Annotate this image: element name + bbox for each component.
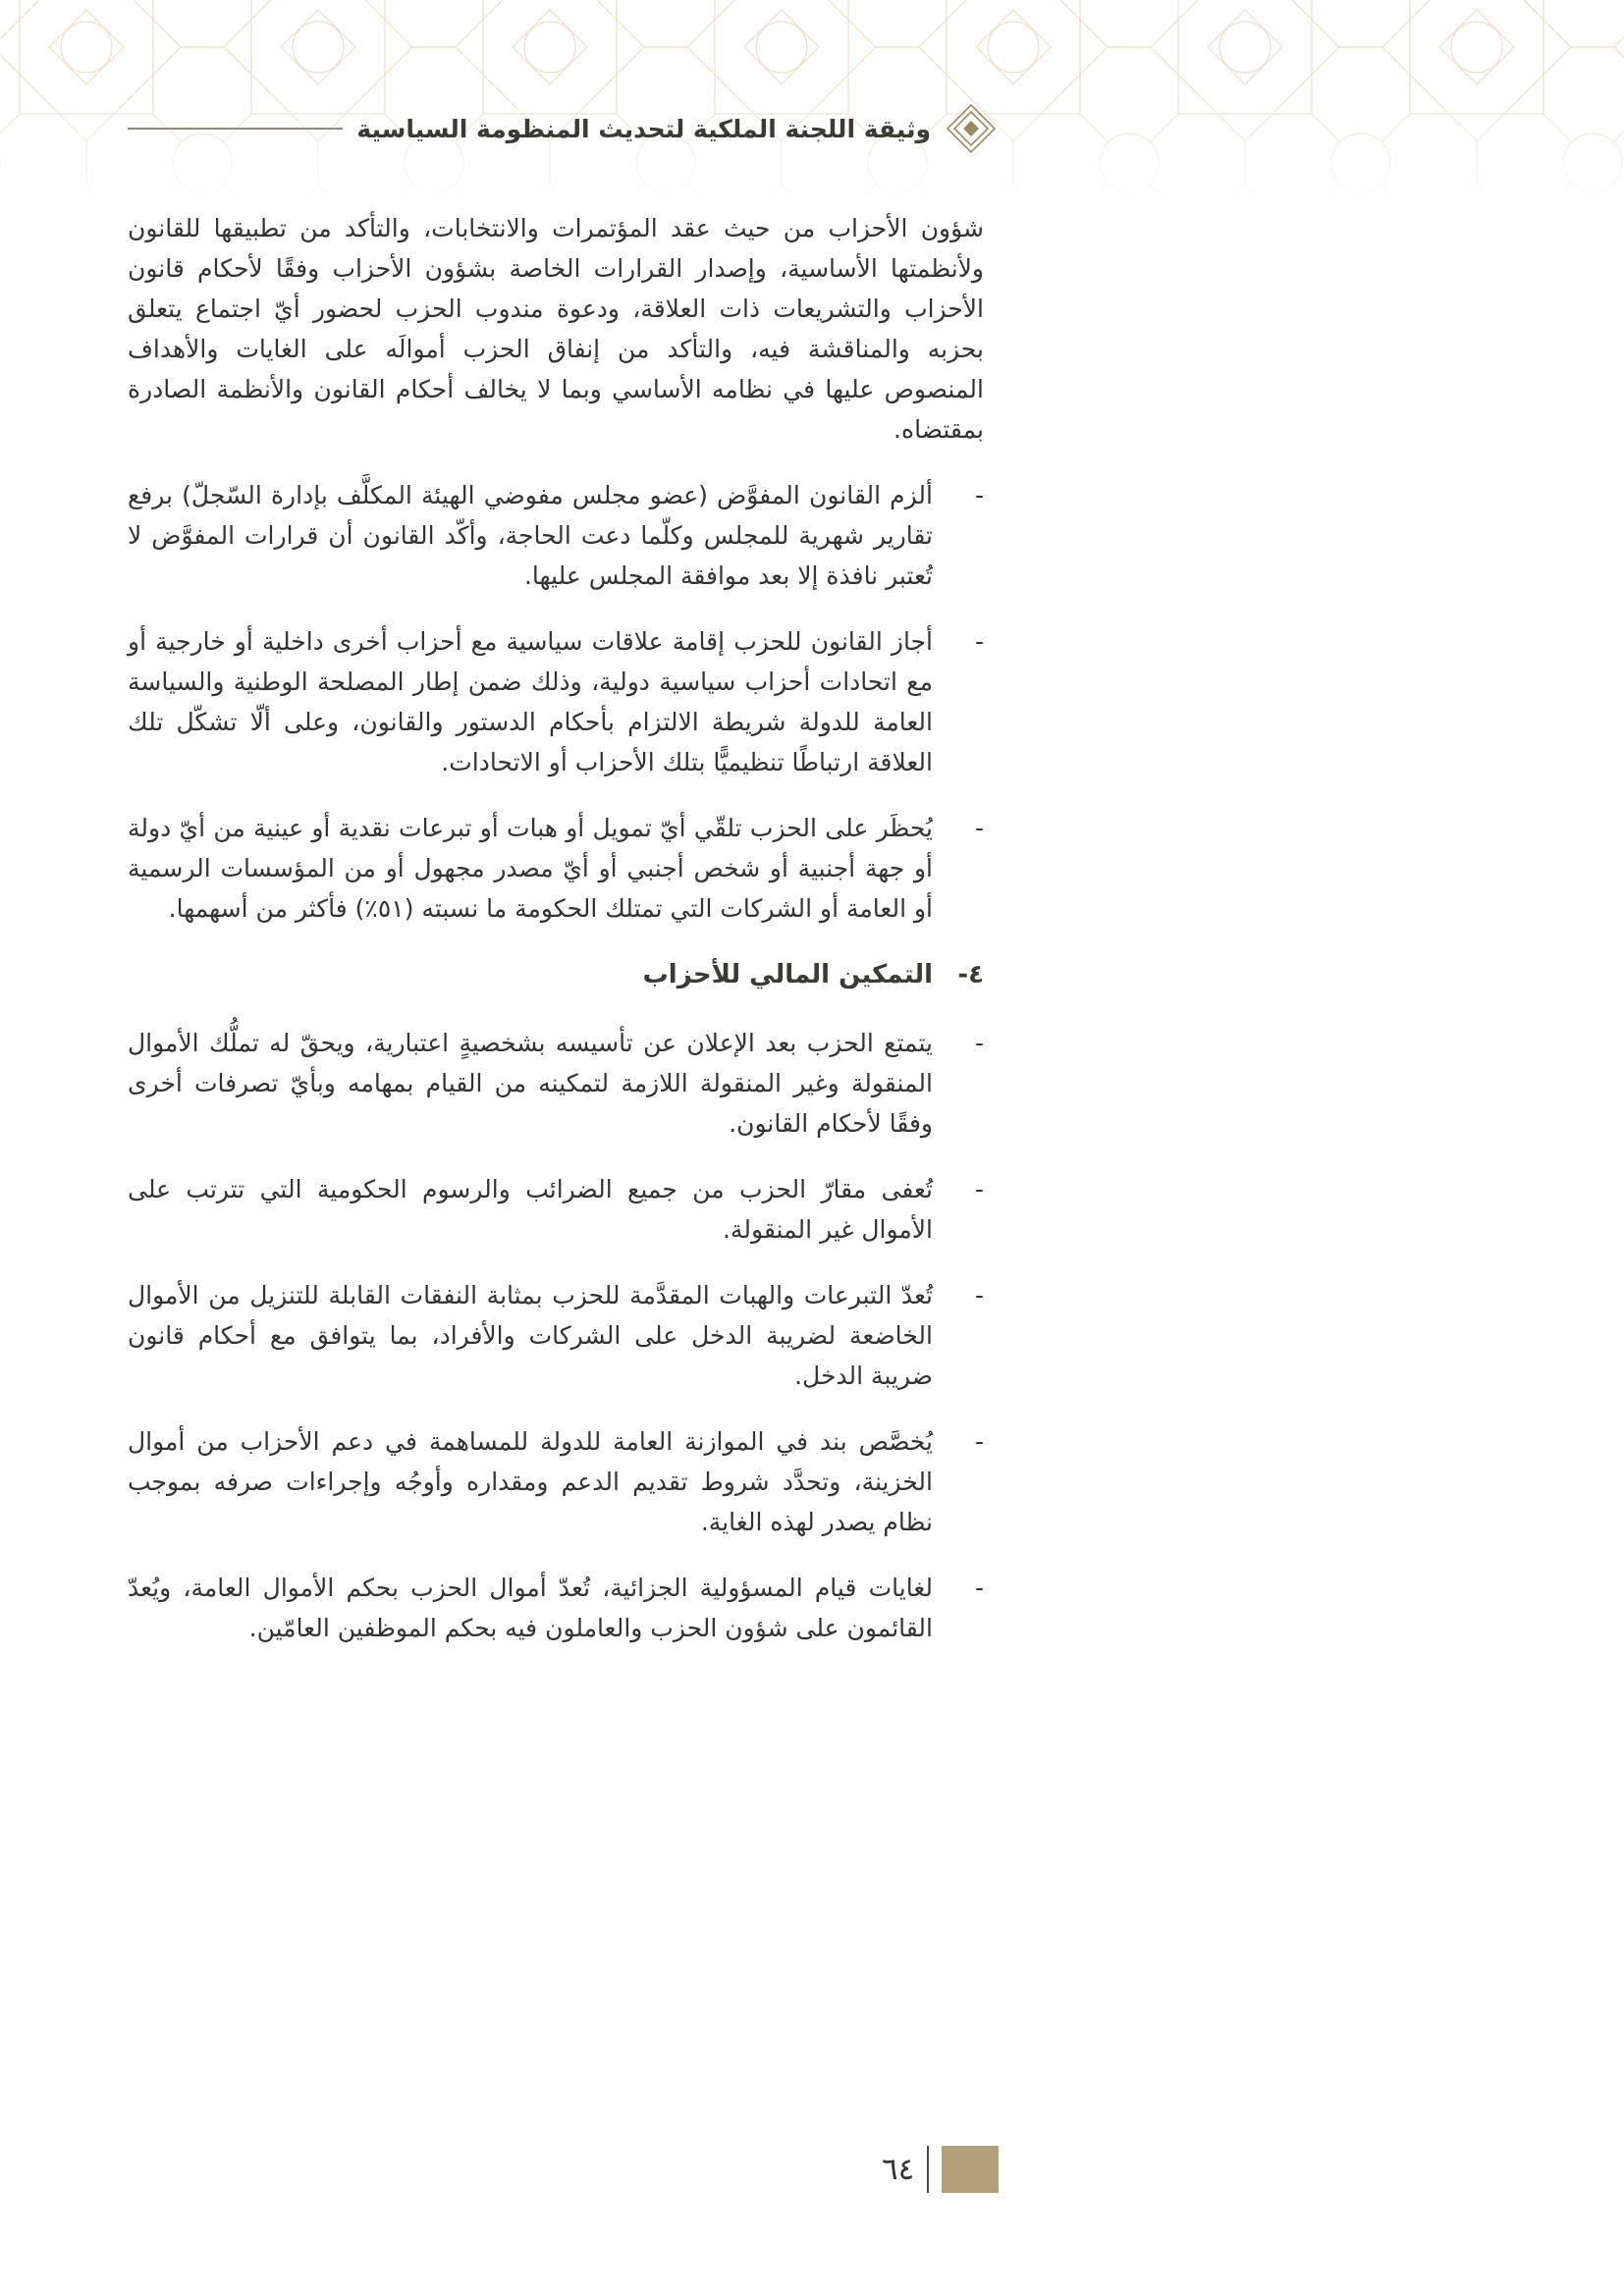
footer-gold-square: [942, 2146, 999, 2193]
footer-divider: [927, 2146, 929, 2193]
bullet-text: يتمتع الحزب بعد الإعلان عن تأسيسه بشخصيةٍ اعتبارية، ويحقّ له تملُّك الأموال المنقولة وغير المنقولة اللازمة لتمكينه من القيام بمهامه وبأيّ تصرفات أخرى وفقًا لأحكام القانون.: [128, 1029, 933, 1138]
diamond-ornament-icon: [945, 102, 998, 155]
section-bullet-item-2: [128, 1169, 984, 1250]
page-footer: [882, 2146, 999, 2193]
bullet-dash: -: [974, 1574, 984, 1602]
bullet-item-1: [128, 475, 984, 596]
bullet-text: يُحظَر على الحزب تلقّي أيّ تمويل أو هبات أو تبرعات نقدية أو عينية من أيّ دولة أو جهة أجنبية أو شخص أجنبي أو أيّ مصدر مجهول أو من المؤسسات الرسمية أو العامة أو الشركات التي تمتلك الحكومة ما نسبته (٥١٪) فأكثر من أسهمها.: [128, 814, 933, 923]
bullet-text: تُعفى مقارّ الحزب من جميع الضرائب والرسوم الحكومية التي تترتب على الأموال غير المنقولة.: [128, 1175, 933, 1244]
section-title: التمكين المالي للأحزاب: [642, 960, 933, 989]
bullet-dash: -: [974, 1175, 984, 1203]
page-content: [128, 208, 984, 1674]
bullet-text: تُعدّ التبرعات والهبات المقدَّمة للحزب بمثابة النفقات القابلة للتنزيل من الأموال الخاضعة لضريبة الدخل على الشركات والأفراد، بما يتوافق مع أحكام قانون ضريبة الدخل.: [128, 1281, 933, 1390]
page-header: [128, 100, 998, 157]
bullet-dash: -: [974, 1281, 984, 1309]
bullet-dash: -: [974, 481, 984, 509]
bullet-text: يُخصَّص بند في الموازنة العامة للدولة للمساهمة في دعم الأحزاب من أموال الخزينة، وتحدَّد شروط تقديم الدعم ومقداره وأوجُه وإجراءات صرفه بموجب نظام يصدر لهذه الغاية.: [128, 1427, 933, 1536]
bullet-text: أجاز القانون للحزب إقامة علاقات سياسية مع أحزاب أخرى داخلية أو خارجية أو مع اتحادات أحزاب سياسية دولية، وذلك ضمن إطار المصلحة الوطنية والسياسة العامة للدولة شريطة الالتزام بأحكام الدستور والقانون، وعلى ألّا تشكّل تلك العلاقة ارتباطًا تنظيميًّا بتلك الأحزاب أو الاتحادات.: [128, 627, 933, 776]
bullet-dash: -: [974, 1029, 984, 1057]
bullet-text: لغايات قيام المسؤولية الجزائية، تُعدّ أموال الحزب بحكم الأموال العامة، ويُعدّ القائمون على شؤون الحزب والعاملون فيه بحكم الموظفين العامّين.: [128, 1574, 933, 1642]
section-bullet-item-5: [128, 1568, 984, 1648]
section-number: ٤-: [957, 960, 984, 989]
bullet-item-3: [128, 808, 984, 929]
header-divider-line: [128, 128, 343, 130]
bullet-dash: -: [974, 627, 984, 656]
bullet-dash: -: [974, 814, 984, 842]
paragraph-continuation: شؤون الأحزاب من حيث عقد المؤتمرات والانتخابات، والتأكد من تطبيقها للقانون ولأنظمتها الأساسية، وإصدار القرارات الخاصة بشؤون الأحزاب وفقًا لأحكام قانون الأحزاب والتشريعات ذات العلاقة، ودعوة مندوب الحزب لحضور أيّ اجتماع يتعلق بحزبه والمناقشة فيه، والتأكد من إنفاق الحزب أموالَه على الغايات والأهداف المنصوص عليها في نظامه الأساسي وبما لا يخالف أحكام القانون والأنظمة الصادرة بمقتضاه.: [128, 214, 984, 444]
section-bullet-item-1: [128, 1023, 984, 1144]
section-bullet-item-3: [128, 1275, 984, 1396]
section-heading: [128, 954, 984, 995]
bullet-item-2: [128, 621, 984, 782]
bullet-text: ألزم القانون المفوَّض (عضو مجلس مفوضي الهيئة المكلَّف بإدارة السّجلّ) برفع تقارير شهرية للمجلس وكلّما دعت الحاجة، وأكّد القانون أن قرارات المفوَّض لا تُعتبر نافذة إلا بعد موافقة المجلس عليها.: [128, 481, 933, 590]
section-bullet-item-4: [128, 1421, 984, 1542]
document-title: وثيقة اللجنة الملكية لتحديث المنظومة السياسية: [356, 114, 931, 143]
bullet-dash: -: [974, 1427, 984, 1456]
page-number: ٦٤: [882, 2152, 915, 2187]
